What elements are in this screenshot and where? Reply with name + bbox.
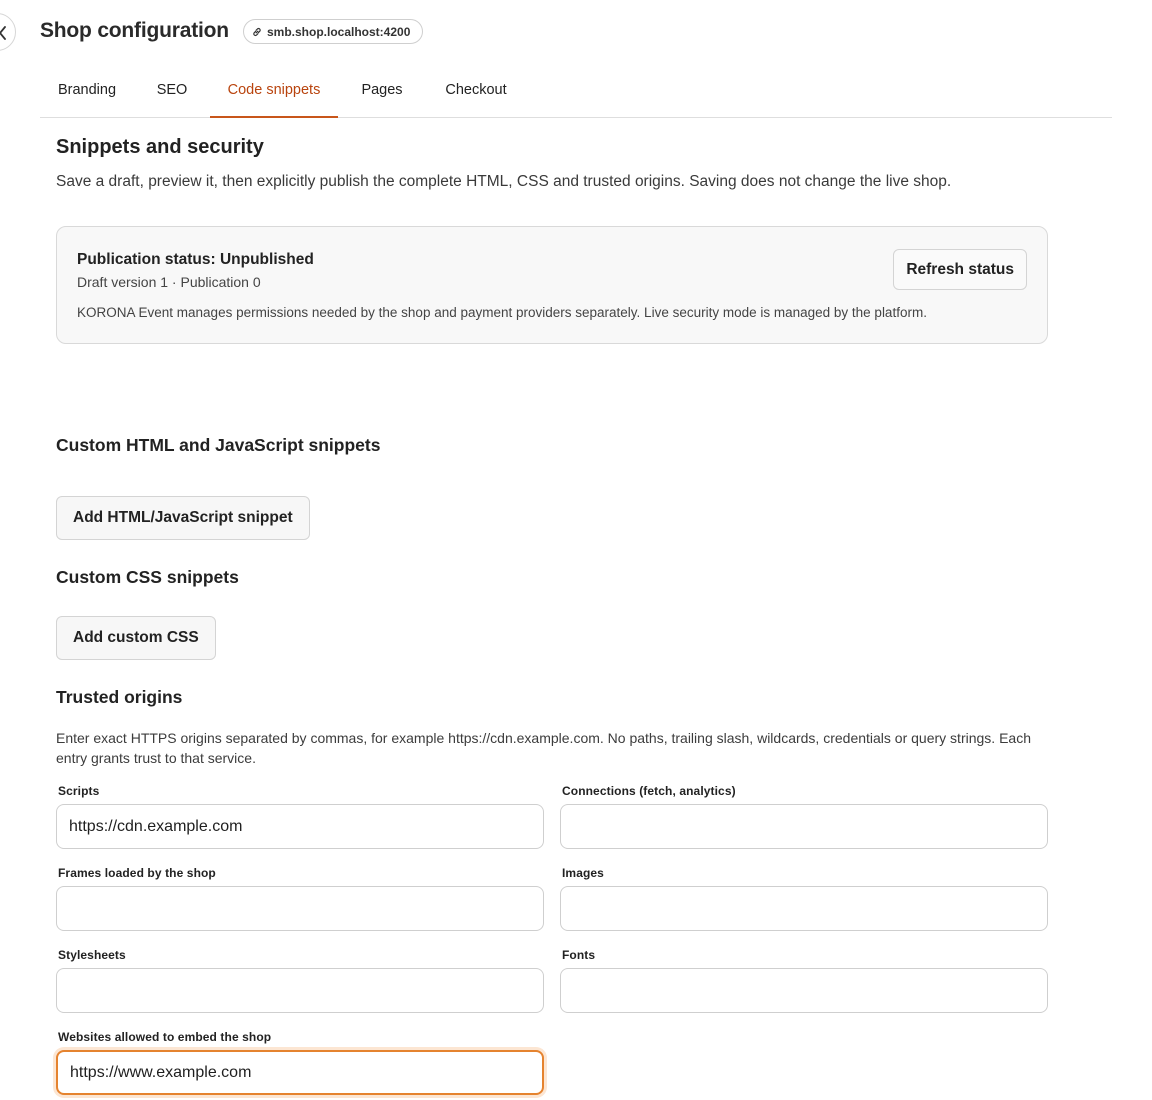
refresh-status-button[interactable]: Refresh status [893,249,1027,290]
shop-url-link[interactable] [243,19,423,44]
fonts-input[interactable] [560,968,1048,1013]
scripts-input[interactable] [56,804,544,849]
add-css-snippet-button[interactable]: Add custom CSS [56,616,216,660]
publication-status-note: KORONA Event manages permissions needed by the shop and payment providers separately. Live security mode is managed by the platform. [77,305,927,320]
section-intro: Save a draft, preview it, then explicitly publish the complete HTML, CSS and trusted origins. Saving does not change the live shop. [56,173,952,190]
html-snippets-title: Custom HTML and JavaScript snippets [56,435,381,455]
trusted-origins-title: Trusted origins [56,687,183,707]
link-icon [252,27,262,37]
fonts-label: Fonts [562,948,596,962]
tab-branding[interactable]: Branding [57,82,117,98]
embed-input[interactable] [56,1050,544,1095]
tab-checkout[interactable]: Checkout [445,82,507,98]
images-input[interactable] [560,886,1048,931]
back-button[interactable] [0,13,16,51]
stylesheets-label: Stylesheets [58,948,126,962]
stylesheets-input[interactable] [56,968,544,1013]
connections-label: Connections (fetch, analytics) [562,784,736,798]
css-snippets-title: Custom CSS snippets [56,567,239,587]
embed-label: Websites allowed to embed the shop [58,1030,272,1044]
tab-seo[interactable]: SEO [156,82,188,98]
tab-pages[interactable]: Pages [361,82,403,98]
tab-bar [40,62,1112,118]
scripts-label: Scripts [58,784,100,798]
connections-input[interactable] [560,804,1048,849]
publication-status-meta: Draft version 1 · Publication 0 [77,274,261,290]
page-title: Shop configuration [40,19,229,42]
publication-status-card [56,226,1048,344]
add-html-snippet-button[interactable]: Add HTML/JavaScript snippet [56,496,310,540]
images-label: Images [562,866,604,880]
tab-code-snippets[interactable]: Code snippets [210,62,338,118]
chevron-left-icon [0,26,7,40]
frames-label: Frames loaded by the shop [58,866,216,880]
frames-input[interactable] [56,886,544,931]
trusted-origins-help: Enter exact HTTPS origins separated by commas, for example https://cdn.example.com. No paths, trailing slash, wildcards, credentials or query strings. Each entry grants trust to that service. [56,730,1031,766]
section-title: Snippets and security [56,136,264,158]
shop-url-text: smb.shop.localhost:4200 [267,24,411,39]
publication-status-title: Publication status: Unpublished [77,251,314,268]
